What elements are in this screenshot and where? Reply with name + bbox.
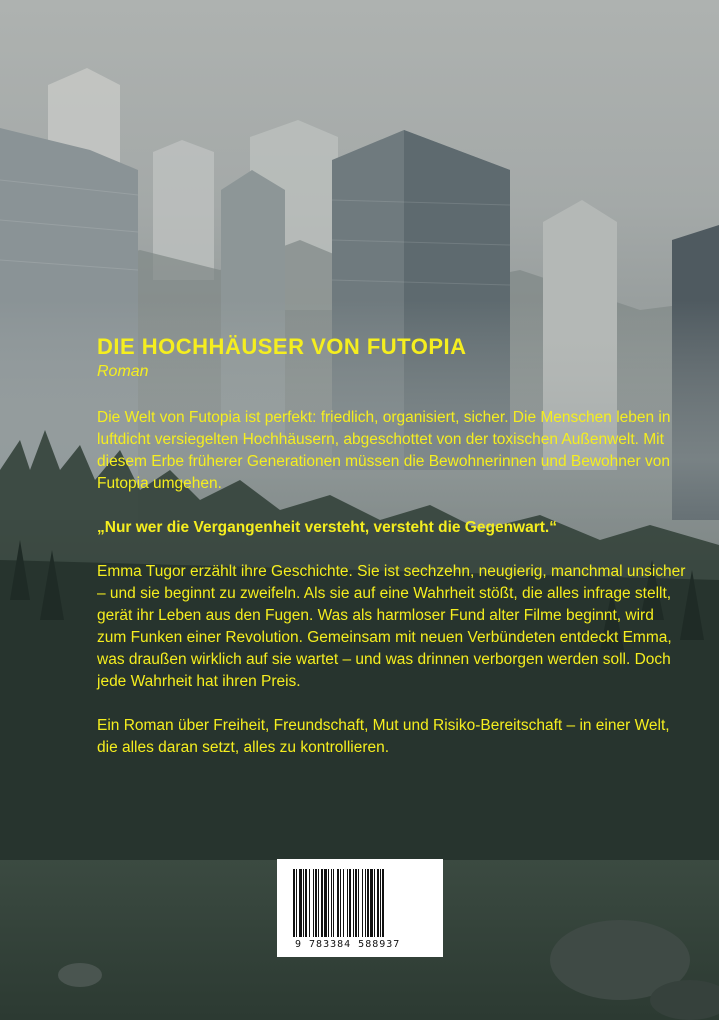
barcode-bar [293, 869, 295, 937]
barcode-bar [347, 869, 348, 937]
barcode-bar [324, 869, 327, 937]
barcode-bar [377, 869, 379, 937]
barcode-bar [382, 869, 384, 937]
barcode-bar [309, 869, 310, 937]
barcode-bar [340, 869, 341, 937]
barcode-bar [321, 869, 323, 937]
barcode-bar [343, 869, 344, 937]
barcode-bar [328, 869, 329, 937]
barcode-bar [303, 869, 304, 937]
barcode-bar [331, 869, 332, 937]
barcode-bar [349, 869, 351, 937]
barcode-bar [353, 869, 354, 937]
book-title: DIE HOCHHÄUSER VON FUTOPIA [97, 334, 467, 359]
barcode-bar [333, 869, 334, 937]
barcode-bar [305, 869, 307, 937]
blurb-quote: „Nur wer die Vergangenheit versteht, versteht die Gegenwart.“ [97, 519, 557, 536]
barcode-bar [355, 869, 357, 937]
barcode-bar [374, 869, 375, 937]
barcode-bar [296, 869, 297, 937]
barcode-bar [380, 869, 381, 937]
barcode-bar [362, 869, 363, 937]
blurb-paragraph-1: Die Welt von Futopia ist perfekt: friedlich, organisiert, sicher. Die Menschen leben in luftdicht versiegelten Hochhäusern, abgeschottet von der toxischen Außenwelt. Mit diesem Erbe früherer Generationen müssen die Bewohnerinnen und Bewohner von Futopia umgehen. [97, 409, 671, 492]
isbn-number: 9 783384 588937 [295, 939, 401, 950]
barcode-bar [370, 869, 373, 937]
barcode-bar [318, 869, 319, 937]
blurb-paragraph-3: Ein Roman über Freiheit, Freundschaft, Mut und Risiko-Bereitschaft – in einer Welt, die alles daran setzt, alles zu kontrollieren. [97, 717, 670, 756]
barcode-bar [315, 869, 317, 937]
book-genre: Roman [97, 363, 149, 380]
barcode-bar [358, 869, 359, 937]
blurb [97, 333, 687, 781]
isbn-barcode [277, 859, 443, 957]
rock-left [58, 963, 102, 987]
blurb-paragraph-2: Emma Tugor erzählt ihre Geschichte. Sie ist sechzehn, neugierig, manchmal unsicher – und sie beginnt zu zweifeln. Als sie auf eine Wahrheit stößt, die alles infrage stellt, gerät ihr Leben aus den Fugen. Was als harmloser Fund alter Filme beginnt, wird zum Funken einer Revolution. Gemeinsam mit neuen Verbündeten entdeckt Emma, was draußen wirklich auf sie wartet – und was drinnen verborgen werden soll. Doch jede Wahrheit hat ihren Preis. [97, 563, 686, 690]
barcode-bar [367, 869, 369, 937]
barcode-bar [365, 869, 366, 937]
barcode-bar [299, 869, 302, 937]
barcode-bar [337, 869, 339, 937]
barcode-bar [313, 869, 314, 937]
